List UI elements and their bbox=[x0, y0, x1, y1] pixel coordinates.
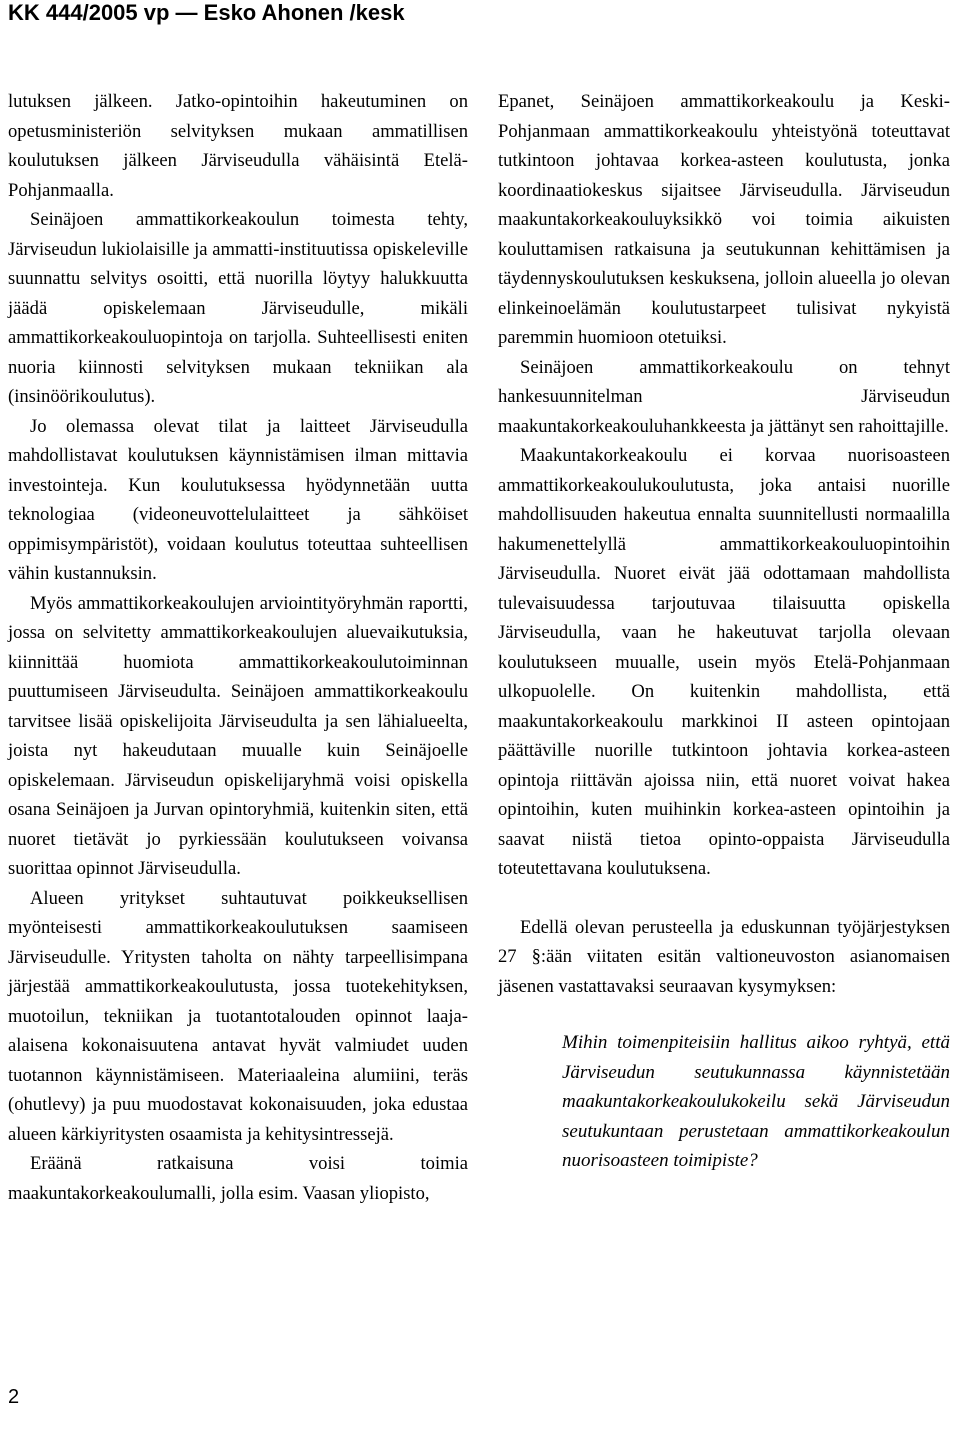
left-paragraph-1: lutuksen jälkeen. Jatko-opintoihin hakeutuminen on opetusministeriön selvityksen mukaan ammatillisen koulutuksen jälkeen Järviseudulla vähäisintä Etelä-Pohjanmaalla. bbox=[8, 91, 468, 201]
document-header: KK 444/2005 vp — Esko Ahonen /kesk bbox=[8, 0, 405, 25]
left-paragraph-3: Jo olemassa olevat tilat ja laitteet Järviseudulla mahdollistavat koulutuksen käynnistämisen ilman mittavia investointeja. Kun koulutuksessa hyödynnetään uutta teknologiaa (videoneuvottelulaitteet ja sähköiset oppimisympäristöt), voidaan koulutus toteuttaa suhteellisen vähin kustannuksin. bbox=[8, 415, 468, 584]
left-paragraph-5: Alueen yritykset suhtautuvat poikkeuksellisen myönteisesti ammattikorkeakoulutuksen saamiseen Järviseudulle. Yritysten taholta on nähty tarpeellisimpana järjestää ammattikorkeakoulutusta, jossa tuotekehityksen, muotoilun, tekniikan ja tuotantotalouden opinnot laaja-alaisena kokonaisuutena antavat hyvät valmiudet uuden tuotannon käynnistämiseen. Materiaaleina alumiini, teräs (ohutlevy) ja puu muodostavat kokonaisuuden, joka edustaa alueen kärkiyritysten osaamista ja kehitysintressejä. bbox=[8, 887, 468, 1145]
right-column bbox=[498, 87, 950, 1176]
question-text: Mihin toimenpiteisiin hallitus aikoo ryhtyä, että Järviseudun seutukunnassa käynnistetään maakuntakorkeakoulukokeilu sekä Järviseudun seutukuntaan perustetaan ammattikorkeakoulun nuorisoasteen toimipiste? bbox=[562, 1032, 950, 1172]
right-paragraph-4: Edellä olevan perusteella ja eduskunnan työjärjestyksen 27 §:ään viitaten esitän valtioneuvoston asianomaisen jäsenen vastattavaksi seuraavan kysymyksen: bbox=[498, 916, 950, 997]
right-paragraph-1: Epanet, Seinäjoen ammattikorkeakoulu ja Keski-Pohjanmaan ammattikorkeakoulu yhteistyönä toteuttavat tutkintoon johtavaa korkea-asteen koulutusta, jonka koordinaatiokeskus sijaitsee Järviseudulla. Järviseudun maakuntakorkeakouluyksikkö voi toimia aikuisten kouluttamisen ratkaisuna ja seutukunnan kehittämisen ja täydennyskoulutuksen keskuksena, jolloin alueella jo olevan elinkeinoelämän koulutustarpeet tulisivat nykyistä paremmin huomioon otetuiksi. bbox=[498, 91, 950, 348]
left-paragraph-6: Eräänä ratkaisuna voisi toimia maakuntakorkeakoulumalli, jolla esim. Vaasan yliopisto, bbox=[8, 1153, 468, 1204]
right-paragraph-2: Seinäjoen ammattikorkeakoulu on tehnyt hankesuunnitelman Järviseudun maakuntakorkeakouluhankkeesta ja jättänyt sen rahoittajille. bbox=[498, 356, 950, 437]
left-paragraph-2: Seinäjoen ammattikorkeakoulun toimesta tehty, Järviseudun lukiolaisille ja ammatti-instituutissa opiskeleville suunnattu selvitys osoitti, että nuorilla löytyy halukkuutta jäädä opiskelemaan Järviseudulle, mikäli ammattikorkeakouluopintoja on tarjolla. Suhteellisesti eniten nuoria kiinnosti selvityksen mukaan tekniikan ala (insinöörikoulutus). bbox=[8, 209, 468, 407]
left-column bbox=[8, 87, 468, 1208]
page-number: 2 bbox=[8, 1386, 20, 1408]
right-paragraph-3: Maakuntakorkeakoulu ei korvaa nuorisoasteen ammattikorkeakoulukoulutusta, joka antaisi nuorille mahdollisuuden hakeutua ennalta suunnitellusti normaalilla hakumenettelyllä ammattikorkeakouluopintoihin Järviseudulla. Nuoret eivät jää odottamaan mahdollista tulevaisuudessa tarjoutuvaa tilaisuutta opiskella Järviseudulla, vaan he hakeutuvat tarjolla olevaan koulutukseen muualle, usein myös Etelä-Pohjanmaan ulkopuolelle. On kuitenkin mahdollista, että maakuntakorkeakoulu markkinoi II asteen opintojaan päättäville nuorille tutkintoon johtavia korkea-asteen opintoja riittävän ajoissa niin, että nuoret voivat hakea opintoihin, kuten muihinkin korkea-asteen opintoihin ja saavat niistä tietoa opinto-oppaista Järviseudulla toteutettavana koulutuksena. bbox=[498, 445, 950, 879]
left-paragraph-4: Myös ammattikorkeakoulujen arviointityöryhmän raportti, jossa on selvitetty ammattikorkeakoulujen aluevaikutuksia, kiinnittää huomiota ammattikorkeakoulutoiminnan puuttumiseen Järviseudulta. Seinäjoen ammattikorkeakoulu tarvitsee lisää opiskelijoita Järviseudulta ja sen lähialueelta, joista nyt hakeudutaan muualle kuin Seinäjoelle opiskelemaan. Järviseudun opiskelijaryhmä voisi opiskella osana Seinäjoen ja Jurvan opintoryhmiä, kuitenkin siten, että nuoret tietävät jo pyrkiessään koulutukseen voivansa suorittaa opinnot Järviseudulla. bbox=[8, 592, 468, 879]
